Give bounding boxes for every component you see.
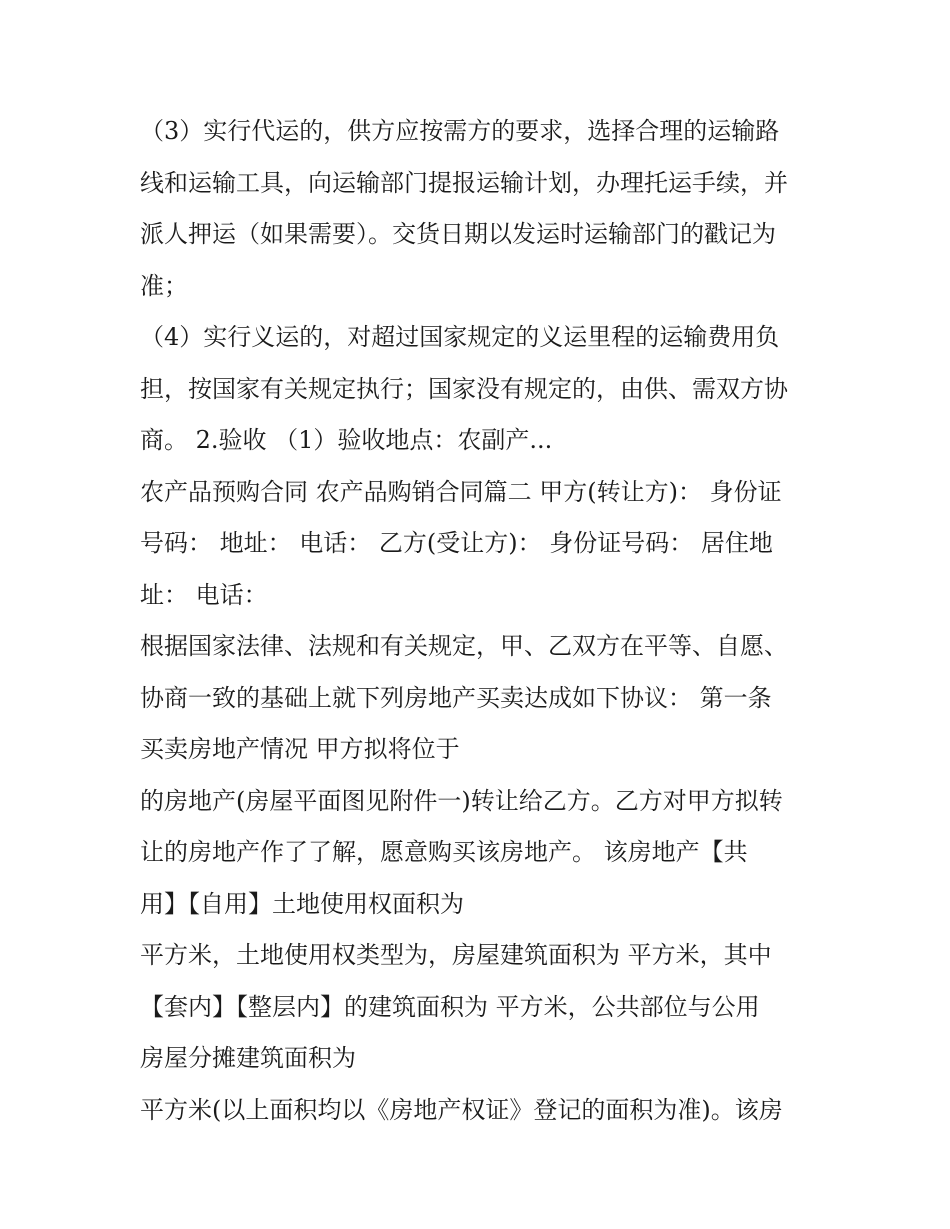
text-line: 址： 电话： bbox=[140, 580, 268, 609]
text-line: 买卖房地产情况 甲方拟将位于 bbox=[140, 735, 460, 763]
text-line: （4）实行义运的，对超过国家规定的义运里程的运输费用负 bbox=[140, 323, 780, 351]
text-line: （3）实行代运的，供方应按需方的要求，选择合理的运输路 bbox=[140, 117, 780, 145]
text-line: 的房地产(房屋平面图见附件一)转让给乙方。乙方对甲方拟转 bbox=[140, 786, 783, 815]
text-line: 线和运输工具，向运输部门提报运输计划，办理托运手续，并 bbox=[140, 168, 788, 197]
text-line: 号码： 地址： 电话： 乙方(受让方)： 身份证号码： 居住地 bbox=[140, 529, 773, 557]
document-body bbox=[140, 106, 820, 1136]
text-line: 平方米，土地使用权类型为，房屋建筑面积为 平方米，其中 bbox=[140, 941, 772, 969]
text-line: 商。 2.验收 （1）验收地点：农副产... bbox=[140, 426, 553, 454]
text-line: 根据国家法律、法规和有关规定，甲、乙双方在平等、自愿、 bbox=[140, 632, 788, 660]
text-line: 用】【自用】土地使用权面积为 bbox=[140, 889, 464, 918]
text-line: 【套内】【整层内】的建筑面积为 平方米，公共部位与公用 bbox=[140, 992, 760, 1021]
text-line: 让的房地产作了了解，愿意购买该房地产。 该房地产【共 bbox=[140, 838, 748, 866]
text-line: 房屋分摊建筑面积为 bbox=[140, 1044, 356, 1072]
text-line: 协商一致的基础上就下列房地产买卖达成如下协议： 第一条 bbox=[140, 683, 772, 712]
text-line: 准； bbox=[140, 271, 188, 300]
text-line: 农产品预购合同 农产品购销合同篇二 甲方(转让方)： 身份证 bbox=[140, 477, 782, 506]
text-line: 派人押运（如果需要）。交货日期以发运时运输部门的戳记为 bbox=[140, 220, 776, 248]
text-line: 担，按国家有关规定执行；国家没有规定的，由供、需双方协 bbox=[140, 374, 788, 403]
text-line: 平方米(以上面积均以《房地产权证》登记的面积为准)。该房 bbox=[140, 1095, 783, 1124]
